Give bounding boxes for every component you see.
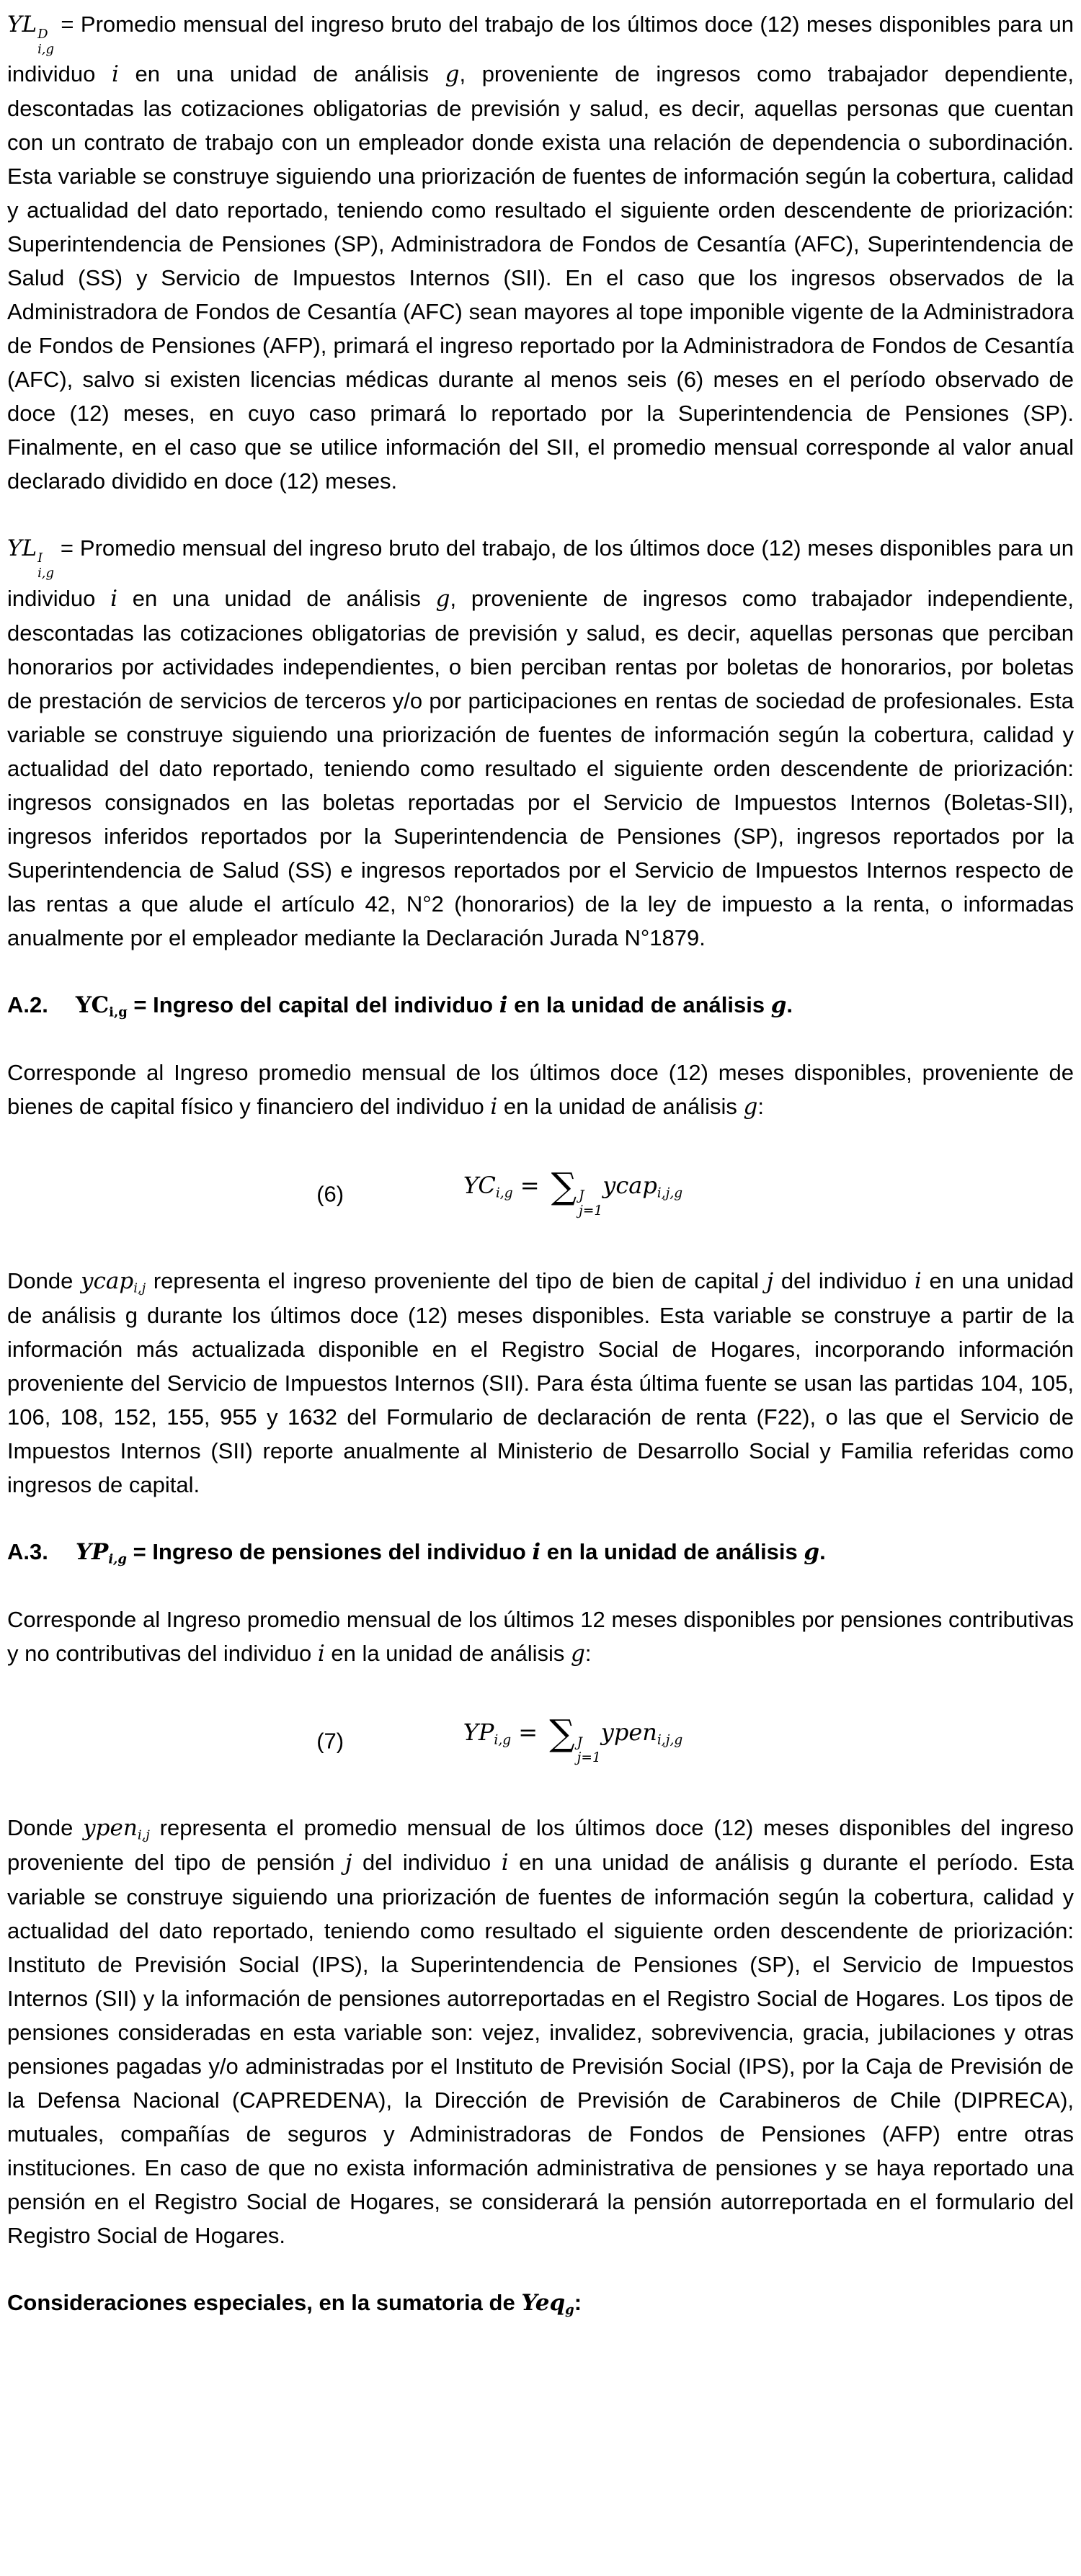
paragraph-yld-dependent-income-definition: [7, 7, 1074, 498]
text-run: en la unidad de análisis: [324, 1640, 571, 1666]
text-run: representa el promedio mensual de los últimos doce (12) meses disponibles del ingreso proveniente del tipo de pensión: [7, 1814, 1075, 1875]
math-term: i: [490, 1093, 498, 1120]
text-run: .: [786, 991, 793, 1017]
text-run: en una unidad de análisis g durante el período. Esta variable se construye siguiendo una priorización de fuentes de información según la cobertura, calidad y actualidad del dato reportado, teniendo como resultado el siguiente orden descendente de priorización: Instituto de Previsión Social (IPS), la Superintendencia de Pensiones (SP), el Servicio de Impuestos Internos (SII) y la información de pensiones autorreportadas en el Registro Social de Hogares. Los tipos de pensiones consideradas en esta variable son: vejez, invalidez, sobrevivencia, gracia, jubilaciones y otras pensiones pagadas y/o administradas por el Instituto de Previsión Social (IPS), por la Caja de Previsión de la Defensa Nacional (CAPREDENA), la Dirección de Previsión de Carabineros de Chile (DIPRECA), mutuales, compañías de seguros y Administradoras de Fondos de Pensiones (AFP) entre otras instituciones. En caso de que no exista información administrativa de pensiones y se haya reportado una pensión en el Registro Social de Hogares, se considerará la pensión autorreportada en el formulario del Registro Social de Hogares.: [7, 1849, 1074, 2248]
text-run: en una unidad de análisis g durante los últimos doce (12) meses disponibles. Esta variable se construye a partir de la información más actualizada disponible en el Registro Social de Hogares, incorporando información proveniente del Servicio de Impuestos Internos (SII). Para ésta última fuente se usan las partidas 104, 105, 106, 108, 152, 155, 955 y 1632 del Formulario de declaración de renta (F22), o las que el Servicio de Impuestos Internos (SII) reporte anualmente al Ministerio de Desarrollo Social y Familia referidas como ingresos de capital.: [7, 1267, 1075, 1497]
summation-symbol-icon: ∑: [549, 1711, 575, 1754]
formula-7-pension-income: [7, 1704, 1074, 1778]
paragraph-ypen-explanation: [7, 1811, 1074, 2252]
math-term: ypeni,j,g: [600, 1718, 683, 1748]
math-term: j: [766, 1267, 774, 1294]
text-run: Ingreso de pensiones del individuo: [152, 1538, 533, 1564]
math-term: [545, 1711, 601, 1766]
text-run: , proveniente de ingresos como trabajador dependiente, descontadas las cotizaciones obligatorias de previsión y salud, es decir, aquellas personas que cuentan con un contrato de trabajo con un empleador donde exista una relación de dependencia o subordinación. Esta variable se construye siguiendo una priorización de fuentes de información según la cobertura, calidad y actualidad del dato reportado, teniendo como resultado el siguiente orden descendente de priorización: Superintendencia de Pensiones (SP), Administradora de Fondos de Cesantía (AFC), Superintendencia de Salud (SS) y Servicio de Impuestos Internos (SII). En el caso que los ingresos observados de la Administradora de Fondos de Cesantía (AFC) sean mayores al tope imponible vigente de la Administradora de Fondos de Pensiones (AFP), primará el ingreso reportado por la Administradora de Fondos de Cesantía (AFC), salvo si existen licencias médicas durante al menos seis (6) meses en el período observado de doce (12) meses, en cuyo caso primará lo reportado por la Superintendencia de Pensiones (SP). Finalmente, en el caso que se utilice información del SII, el promedio mensual corresponde al valor anual declarado dividido en doce (12) meses.: [7, 61, 1074, 494]
subscript: i,j: [137, 1827, 150, 1842]
formula-expression: [463, 1711, 683, 1766]
text-run: Corresponde al Ingreso promedio mensual de los últimos 12 meses disponibles por pensiones contributivas y no contributivas del individuo: [7, 1606, 1074, 1666]
text-run: = Promedio mensual del ingreso bruto del trabajo de los últimos doce (12) meses disponibles para un individuo: [7, 12, 1074, 87]
summation-symbol-icon: ∑: [551, 1164, 577, 1207]
subscript: i,g: [109, 1004, 128, 1020]
math-term: ycapi,j: [80, 1267, 146, 1296]
text-run: en una unidad de análisis: [118, 61, 445, 87]
math-term: Yeqg: [521, 2289, 574, 2317]
paragraph-special-considerations: [7, 2286, 1074, 2320]
math-term: YCi,g: [75, 991, 128, 1020]
math-term: g: [804, 1538, 820, 1565]
math-term: i: [501, 1849, 509, 1876]
text-run: .: [819, 1538, 826, 1564]
math-term: i: [110, 585, 118, 612]
math-term: g: [435, 585, 450, 612]
text-run: :: [574, 2289, 582, 2315]
text-run: , proveniente de ingresos como trabajador independiente, descontadas las cotizaciones obligatorias de previsión y salud, es decir, aquellas personas que perciban honorarios por actividades independientes, o bien perciban rentas por boletas de honorarios, por boletas de prestación de servicios de terceros y/o por participaciones en rentas de sociedad de profesionales. Esta variable se construye siguiendo una priorización de fuentes de información según la cobertura, calidad y actualidad del dato reportado, teniendo como resultado el siguiente orden descendente de priorización: ingresos consignados en las boletas reportadas por el Servicio de Impuestos Internos (Boletas-SII), ingresos inferidos reportados por la Superintendencia de Pensiones (SP), ingresos reportados por la Superintendencia de Salud (SS) e ingresos reportados por el Servicio de Impuestos Internos respecto de las rentas a que alude el artículo 42, N°2 (honorarios) de la ley de impuesto a la renta, o informadas anualmente por el empleador mediante la Declaración Jurada N°1879.: [7, 585, 1074, 950]
math-term: YPi,g: [75, 1538, 127, 1566]
text-run: en la unidad de análisis: [540, 1538, 804, 1564]
paragraph-pension-income-intro: [7, 1603, 1074, 1671]
text-run: del individuo: [352, 1849, 502, 1875]
document-body: [7, 7, 1074, 2320]
math-term: i: [914, 1267, 922, 1294]
math-term: i: [317, 1640, 325, 1667]
sup-sub-stack: D i,g: [37, 26, 55, 57]
math-term: =: [511, 1718, 546, 1746]
formula-number: (6): [316, 1181, 344, 1207]
math-term: ypeni,j: [83, 1814, 150, 1842]
math-term: YCi,g: [463, 1171, 513, 1201]
subscript: i,g: [494, 1732, 512, 1748]
text-run: :: [757, 1093, 765, 1119]
sup-sub-stack: J j=1: [577, 1734, 601, 1766]
subscript: i,j,g: [657, 1732, 683, 1748]
subscript: i,g: [108, 1551, 127, 1566]
math-term: g: [770, 991, 787, 1018]
math-term: g: [570, 1640, 585, 1667]
math-term: i: [532, 1538, 541, 1565]
math-term: i: [499, 991, 508, 1018]
text-run: =: [126, 1538, 153, 1564]
math-term: g: [743, 1093, 758, 1120]
text-run: en una unidad de análisis: [117, 585, 436, 611]
formula-number: (7): [316, 1728, 344, 1754]
text-run: A.3.: [7, 1538, 48, 1564]
text-run: representa el ingreso proveniente del tipo de bien de capital: [146, 1267, 767, 1293]
text-run: Donde: [7, 1267, 81, 1293]
text-run: Corresponde al Ingreso promedio mensual de los últimos doce (12) meses disponibles, proveniente de bienes de capital físico y financiero del individuo: [7, 1059, 1074, 1119]
subscript: g: [565, 2301, 574, 2317]
subscript: i,j: [133, 1280, 146, 1296]
subscript: i,j,g: [657, 1185, 683, 1201]
heading-a3-pension-income: [7, 1535, 1074, 1569]
formula-6-capital-income: [7, 1157, 1074, 1231]
text-run: =: [127, 991, 154, 1017]
text-run: en la unidad de análisis: [507, 991, 771, 1017]
math-term: YL D i,g: [7, 12, 55, 57]
heading-a2-capital-income: [7, 988, 1074, 1022]
math-term: j: [344, 1849, 352, 1876]
math-term: YL I i,g: [7, 535, 55, 581]
math-term: g: [445, 61, 460, 88]
math-term: i: [111, 61, 119, 88]
paragraph-capital-income-intro: [7, 1056, 1074, 1124]
math-term: ycapi,j,g: [602, 1171, 683, 1201]
text-run: del individuo: [773, 1267, 915, 1293]
text-run: Ingreso del capital del individuo: [153, 991, 499, 1017]
math-term: =: [512, 1171, 547, 1199]
text-run: en la unidad de análisis: [497, 1093, 744, 1119]
subscript: i,g: [495, 1185, 513, 1201]
text-run: A.2.: [7, 991, 48, 1017]
sup-sub-stack: J j=1: [579, 1187, 603, 1219]
formula-expression: [463, 1164, 683, 1219]
text-run: = Promedio mensual del ingreso bruto del trabajo, de los últimos doce (12) meses disponibles para un individuo: [7, 535, 1074, 611]
math-term: YPi,g: [463, 1718, 512, 1748]
paragraph-yli-independent-income-definition: [7, 531, 1074, 954]
paragraph-ycap-explanation: [7, 1264, 1074, 1502]
text-run: Consideraciones especiales, en la sumatoria de: [7, 2289, 522, 2315]
sup-sub-stack: I i,g: [37, 551, 55, 581]
text-run: Donde: [7, 1814, 84, 1840]
text-run: :: [584, 1640, 592, 1666]
math-term: [547, 1164, 603, 1219]
